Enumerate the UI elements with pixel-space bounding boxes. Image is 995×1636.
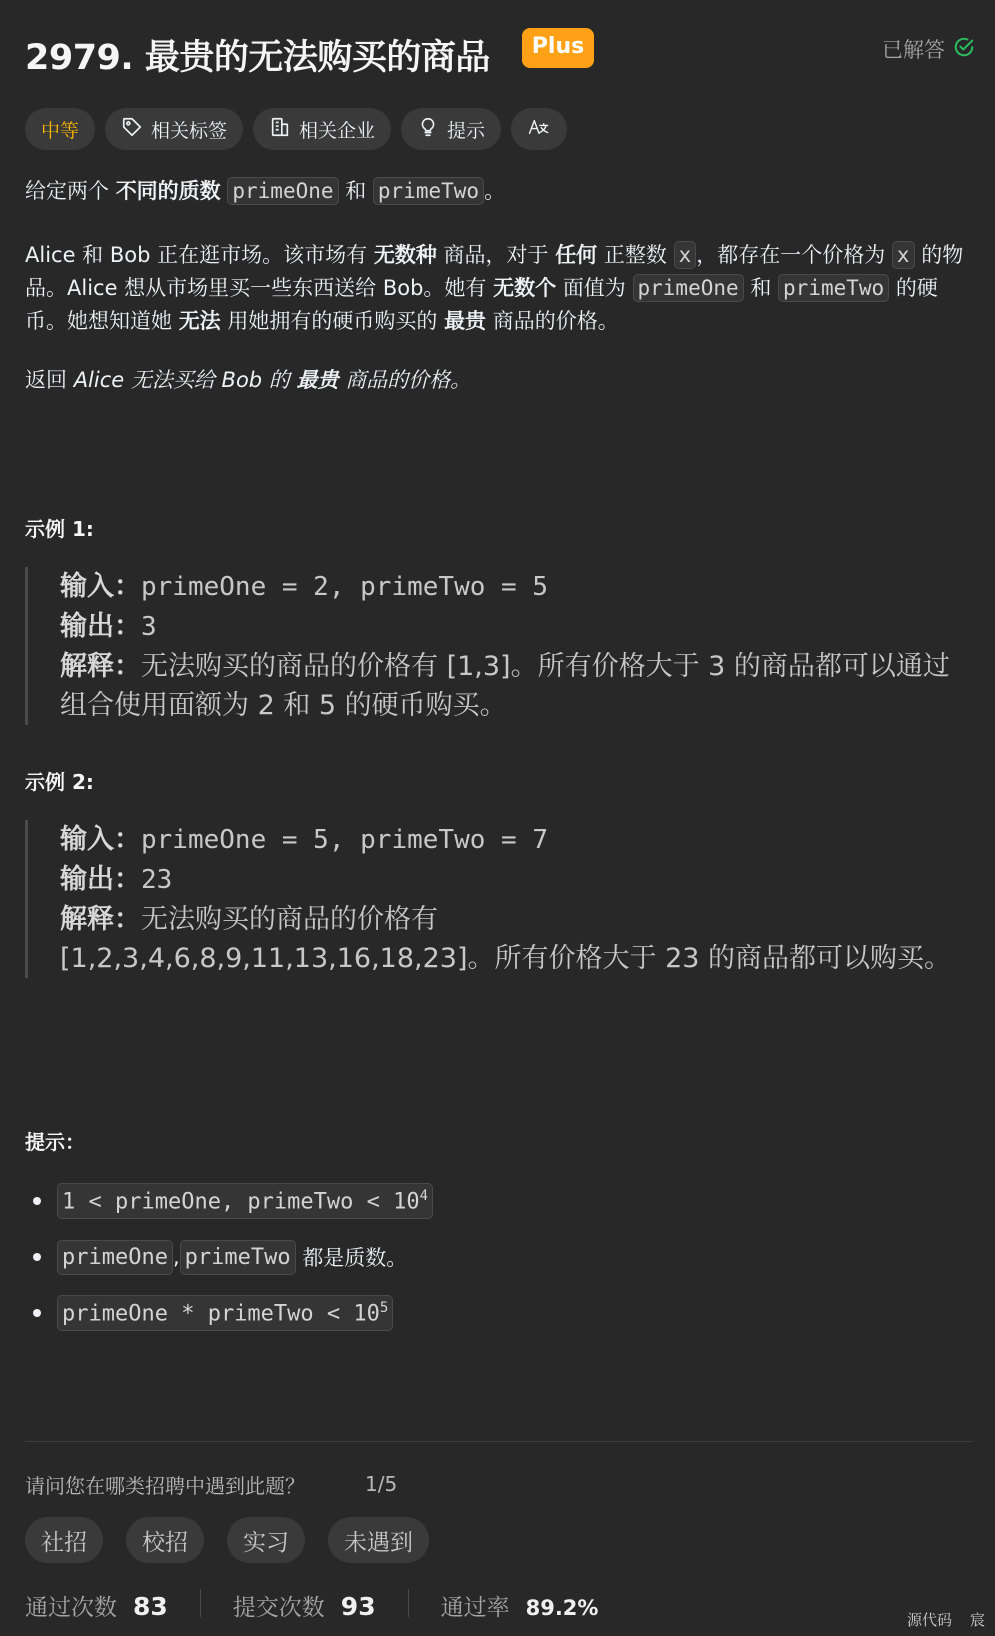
- text: 用她拥有的硬币购买的: [227, 309, 438, 333]
- tag-row: [25, 108, 567, 150]
- output-value: 3: [141, 612, 157, 642]
- stat-value: 89.2%: [525, 1596, 599, 1620]
- stat-submissions: [232, 1589, 409, 1621]
- inline-code: x: [674, 241, 697, 269]
- italic-text: Alice 无法买给 Bob 的: [73, 368, 290, 392]
- input-value: primeOne = 5, primeTwo = 7: [141, 825, 548, 855]
- constraint-item: [25, 1285, 433, 1341]
- translate-button[interactable]: [511, 108, 567, 150]
- description-paragraph-2: [25, 239, 973, 338]
- text: 给定两个: [25, 179, 109, 203]
- survey-option-campus[interactable]: 校招: [126, 1517, 204, 1563]
- example-2-explanation: [60, 900, 965, 939]
- constraints-list: [25, 1173, 433, 1341]
- survey-question: 请问您在哪类招聘中遇到此题？: [25, 1474, 305, 1498]
- stat-label: 通过率: [440, 1595, 510, 1621]
- example-1-block: [25, 567, 965, 725]
- description-paragraph-3: [25, 364, 973, 397]
- watermark-text: 源代码: [906, 1611, 952, 1629]
- text: 的硬币。她想知道她: [25, 276, 938, 333]
- bold-text: 无数个: [493, 276, 557, 300]
- related-companies-label: 相关企业: [299, 119, 376, 142]
- building-icon: [269, 116, 291, 143]
- text: 的物品。Alice 想从市场里买一些东西送给 Bob。她有: [25, 243, 964, 300]
- text: 商品的价格。: [492, 309, 619, 333]
- translate-icon: [528, 116, 550, 143]
- inline-code: primeOne: [57, 1240, 173, 1275]
- bold-text: 无法: [178, 309, 221, 333]
- related-tags-label: 相关标签: [151, 119, 228, 142]
- plus-badge: Plus: [522, 28, 594, 68]
- lightbulb-icon: [417, 116, 439, 143]
- description-paragraph-1: [25, 175, 973, 208]
- stat-accepted: [25, 1589, 201, 1621]
- stat-acceptance-rate: [440, 1589, 631, 1621]
- stat-label: 通过次数: [25, 1595, 117, 1621]
- related-tags-button[interactable]: [105, 108, 243, 150]
- text: 和: [750, 276, 772, 300]
- example-1-input: [60, 567, 965, 607]
- divider: [25, 1441, 973, 1442]
- superscript: 4: [419, 1187, 429, 1204]
- text: Alice 和 Bob 正在逛市场。该市场有: [25, 243, 368, 267]
- stat-label: 提交次数: [232, 1595, 325, 1621]
- title-row: [25, 28, 975, 78]
- example-2-explanation-cont: [60, 939, 965, 978]
- bold-italic-text: 最贵: [296, 368, 339, 392]
- example-1-explanation: [60, 647, 965, 725]
- hints-button[interactable]: [401, 108, 501, 150]
- watermark: [907, 1609, 985, 1630]
- explain-text: [1,2,3,4,6,8,9,11,13,16,18,23]。所有价格大于 23 的商品都可以购买。: [60, 943, 952, 974]
- text: 正整数: [603, 243, 667, 267]
- stat-value: 83: [133, 1592, 168, 1621]
- italic-text: 商品的价格。: [345, 368, 472, 392]
- text: 面值为: [562, 276, 626, 300]
- bold-text: 最贵: [444, 309, 487, 333]
- explain-label: 解释：: [60, 904, 141, 935]
- example-1-output: [60, 607, 965, 647]
- inline-code: primeTwo: [180, 1240, 296, 1275]
- example-2-output: [60, 860, 965, 900]
- inline-code: primeOne: [227, 177, 338, 205]
- example-2-input: [60, 820, 965, 860]
- stat-value: 93: [340, 1592, 376, 1621]
- inline-code: [57, 1183, 433, 1219]
- problem-title[interactable]: 2979. 最贵的无法购买的商品: [25, 38, 490, 78]
- constraint-item: [25, 1173, 433, 1229]
- survey-option-social[interactable]: 社招: [25, 1517, 103, 1563]
- inline-code: x: [892, 241, 915, 269]
- explain-text: 无法购买的商品的价格有: [141, 904, 438, 935]
- bold-text: 无数种: [373, 243, 437, 267]
- text: ，都存在一个价格为: [696, 243, 886, 267]
- text: 都是质数。: [302, 1246, 408, 1270]
- text: 商品，对于: [443, 243, 549, 267]
- separator: ,: [172, 1245, 180, 1269]
- input-value: primeOne = 2, primeTwo = 5: [141, 572, 548, 602]
- difficulty-label: 中等: [41, 119, 80, 142]
- superscript: 5: [379, 1299, 389, 1316]
- inline-code: primeOne: [633, 274, 744, 302]
- difficulty-tag: [25, 108, 95, 150]
- survey-progress: 1/5: [365, 1472, 398, 1496]
- example-2-block: [25, 820, 965, 978]
- tag-icon: [121, 116, 143, 143]
- hints-label: 提示: [447, 119, 486, 142]
- inline-code: primeTwo: [373, 177, 484, 205]
- watermark-text: 宸: [969, 1611, 985, 1629]
- survey-options: [25, 1517, 429, 1563]
- output-label: 输出：: [60, 611, 141, 642]
- input-label: 输入：: [60, 824, 141, 855]
- bold-text: 不同的质数: [115, 179, 221, 203]
- example-2-heading: 示例 2:: [25, 770, 94, 794]
- code-text: primeOne * primeTwo < 10: [62, 1301, 380, 1327]
- related-companies-button[interactable]: [253, 108, 391, 150]
- inline-code: [57, 1295, 393, 1331]
- inline-code: primeTwo: [778, 274, 889, 302]
- output-value: 23: [141, 865, 173, 895]
- survey-option-internship[interactable]: 实习: [227, 1517, 305, 1563]
- check-circle-icon: [953, 36, 975, 63]
- constraints-heading: 提示：: [25, 1130, 85, 1154]
- text: 和: [345, 179, 367, 203]
- explain-label: 解释：: [60, 651, 141, 682]
- bold-text: 任何: [555, 243, 598, 267]
- constraint-item: [25, 1229, 433, 1285]
- output-label: 输出：: [60, 864, 141, 895]
- stats-bar: [25, 1589, 662, 1621]
- text: 。: [484, 179, 506, 203]
- code-text: 1 < primeOne, primeTwo < 10: [62, 1189, 420, 1215]
- text: 返回: [25, 368, 67, 392]
- example-1-heading: 示例 1:: [25, 517, 94, 541]
- solved-status: [882, 34, 975, 64]
- solved-label: 已解答: [882, 38, 945, 62]
- input-label: 输入：: [60, 571, 141, 602]
- survey-option-not-encountered[interactable]: 未遇到: [328, 1517, 429, 1563]
- explain-text: 无法购买的商品的价格有 [1,3]。所有价格大于 3 的商品都可以通过组合使用面额为 2 和 5 的硬币购买。: [60, 651, 950, 721]
